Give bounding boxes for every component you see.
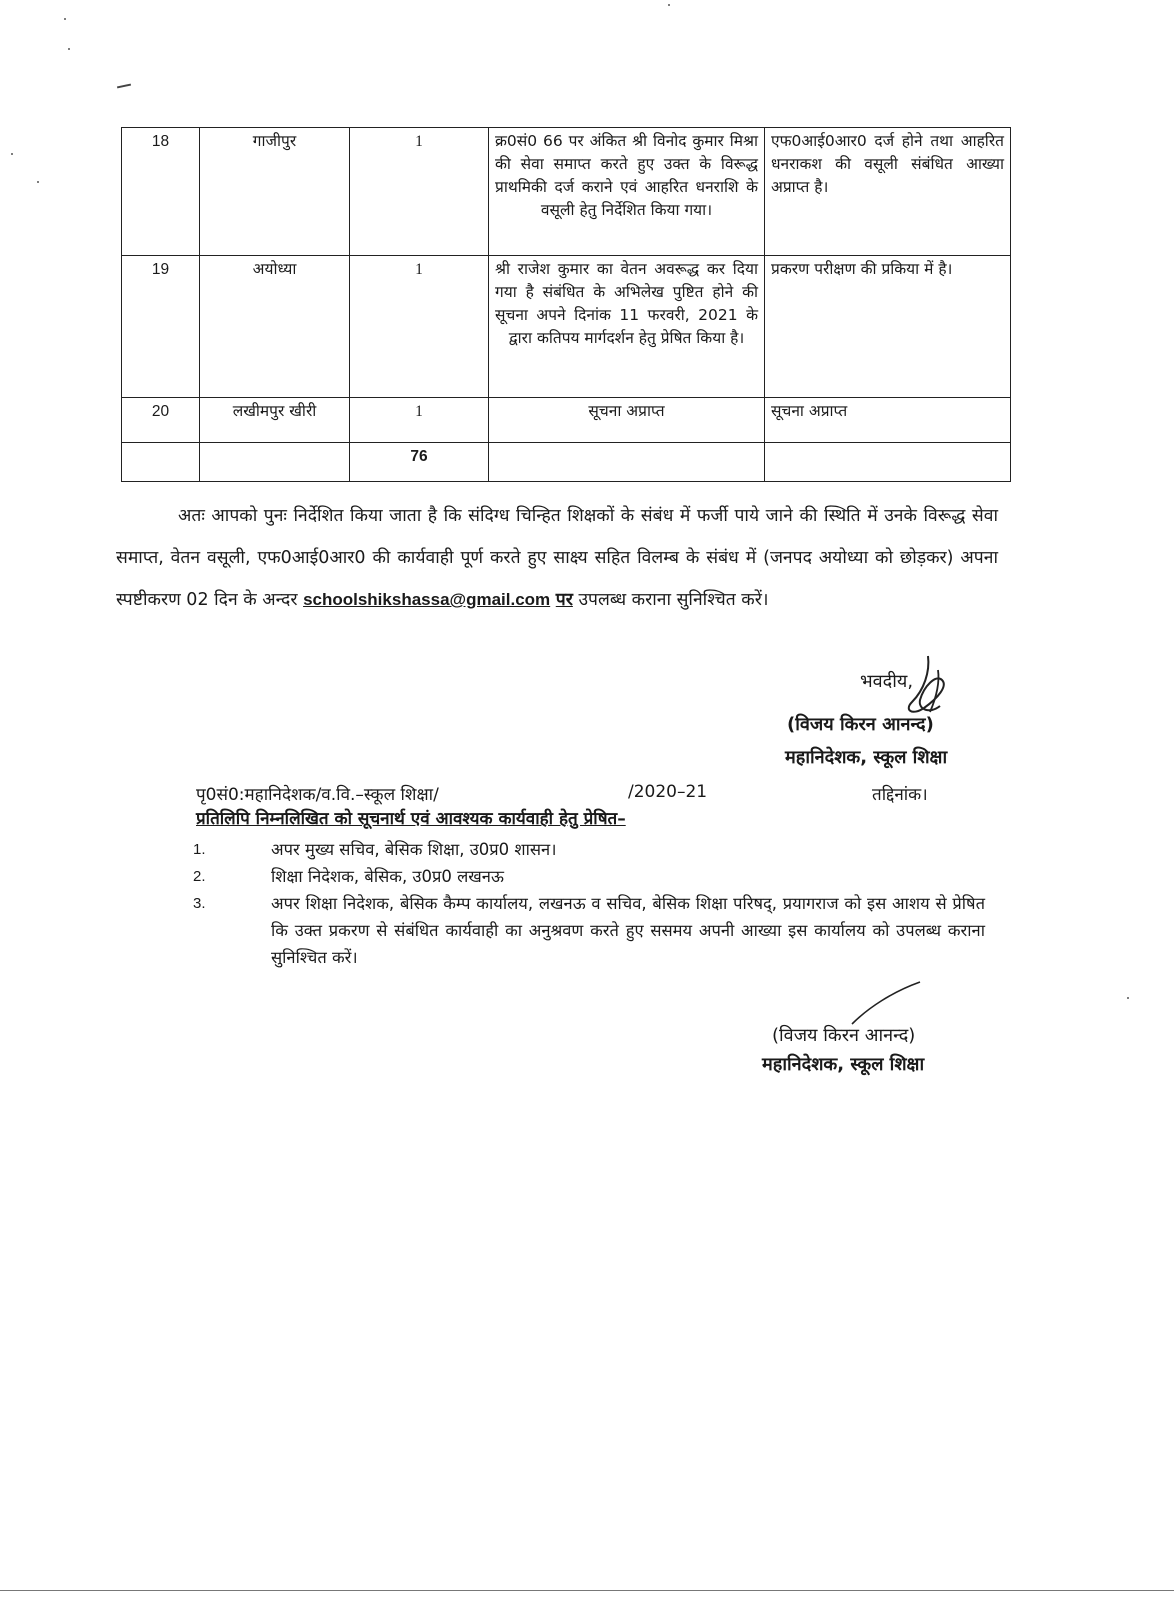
district-name: गाजीपुर	[200, 128, 350, 256]
copy-list	[193, 836, 985, 971]
empty-cell	[489, 443, 765, 482]
action-taken: श्री राजेश कुमार का वेतन अवरूद्ध कर दिया गया है संबंधित के अभिलेख पुष्टित होने की सूचना अपने दिनांक 11 फरवरी, 2021 के द्वारा कतिपय मार्गदर्शन हेतु प्रेषित किया है।	[489, 256, 765, 398]
teacher-count: 1	[350, 128, 489, 256]
list-number: 3.	[193, 895, 206, 912]
list-text: अपर मुख्य सचिव, बेसिक शिक्षा, उ0प्र0 शासन।	[271, 840, 557, 859]
scan-speck	[64, 18, 66, 20]
scan-speck	[1127, 997, 1129, 999]
empty-cell	[765, 443, 1011, 482]
table-row	[122, 128, 1011, 256]
list-item	[193, 836, 985, 863]
serial-number: 20	[122, 398, 200, 443]
scan-speck	[68, 48, 70, 50]
paragraph-closing: उपलब्ध कराना सुनिश्चित करें।	[578, 590, 769, 610]
email-suffix: पर	[555, 590, 573, 610]
reference-date: तद्दिनांक।	[872, 785, 928, 805]
table-total-row	[122, 443, 1011, 482]
status-remark: एफ0आई0आर0 दर्ज होने तथा आहरित धनराकश की वसूली संबंधित आख्या अप्राप्त है।	[765, 128, 1011, 256]
list-text: अपर शिक्षा निदेशक, बेसिक कैम्प कार्यालय, लखनऊ व सचिव, बेसिक शिक्षा परिषद्, प्रयागराज को इस आशय से प्रेषित कि उक्त प्रकरण से संबंधित कार्यवाही का अनुश्रवण करते हुए ससमय अपनी आख्या इस कार्यालय को उपलब्ध कराना सुनिश्चित करें।	[271, 894, 985, 967]
serial-number: 19	[122, 256, 200, 398]
salutation: भवदीय,	[860, 671, 914, 692]
total-count: 76	[350, 443, 489, 482]
list-item	[193, 863, 985, 890]
action-taken: सूचना अप्राप्त	[489, 398, 765, 443]
instruction-paragraph	[116, 495, 998, 621]
empty-cell	[122, 443, 200, 482]
scan-speck	[11, 153, 13, 155]
list-item	[193, 890, 985, 971]
status-remark: प्रकरण परीक्षण की प्रकिया में है।	[765, 256, 1011, 398]
signatory-name: (विजय किरन आनन्द)	[787, 714, 934, 735]
action-taken: क्र0सं0 66 पर अंकित श्री विनोद कुमार मिश्रा की सेवा समाप्त करते हुए उक्त के विरूद्ध प्राथमिकी दर्ज कराने एवं आहरित धनराशि के वसूली हेतु निर्देशित किया गया।	[489, 128, 765, 256]
scan-speck	[37, 181, 39, 183]
page-bottom-rule	[0, 1590, 1174, 1591]
signatory-designation: महानिदेशक, स्कूल शिक्षा	[785, 747, 948, 768]
list-text: शिक्षा निदेशक, बेसिक, उ0प्र0 लखनऊ	[271, 867, 504, 886]
empty-cell	[200, 443, 350, 482]
signatory-name: (विजय किरन आनन्द)	[772, 1025, 916, 1046]
signatory-designation: महानिदेशक, स्कूल शिक्षा	[762, 1054, 925, 1075]
scan-speck	[117, 84, 131, 89]
teacher-count: 1	[350, 256, 489, 398]
district-name: अयोध्या	[200, 256, 350, 398]
paragraph-text: अतः आपको पुनः निर्देशित किया जाता है कि संदिग्ध चिन्हित शिक्षकों के संबंध में फर्जी पाये जाने की स्थिति में उनके विरूद्ध सेवा समाप्त, वेतन वसूली, एफ0आई0आर0 की कार्यवाही पूर्ण करते हुए साक्ष्य सहित विलम्ब के संबंध में (जनपद अयोध्या को छोड़कर) अपना स्पष्टीकरण 02 दिन के अन्दर	[116, 506, 998, 610]
table-row	[122, 398, 1011, 443]
signature-mark	[848, 978, 928, 1028]
status-remark: सूचना अप्राप्त	[765, 398, 1011, 443]
district-name: लखीमपुर खीरी	[200, 398, 350, 443]
table-row	[122, 256, 1011, 398]
list-number: 2.	[193, 868, 206, 885]
email-address: schoolshikshassa@gmail.com	[303, 590, 551, 609]
case-status-table	[121, 127, 1011, 482]
reference-year: /2020–21	[628, 782, 708, 802]
reference-patrank: पृ0सं0:महानिदेशक/व.वि.–स्कूल शिक्षा/	[196, 785, 439, 805]
copy-heading: प्रतिलिपि निम्नलिखित को सूचनार्थ एवं आवश्यक कार्यवाही हेतु प्रेषित–	[196, 809, 626, 829]
scan-speck	[668, 4, 670, 6]
list-number: 1.	[193, 841, 206, 858]
serial-number: 18	[122, 128, 200, 256]
teacher-count: 1	[350, 398, 489, 443]
